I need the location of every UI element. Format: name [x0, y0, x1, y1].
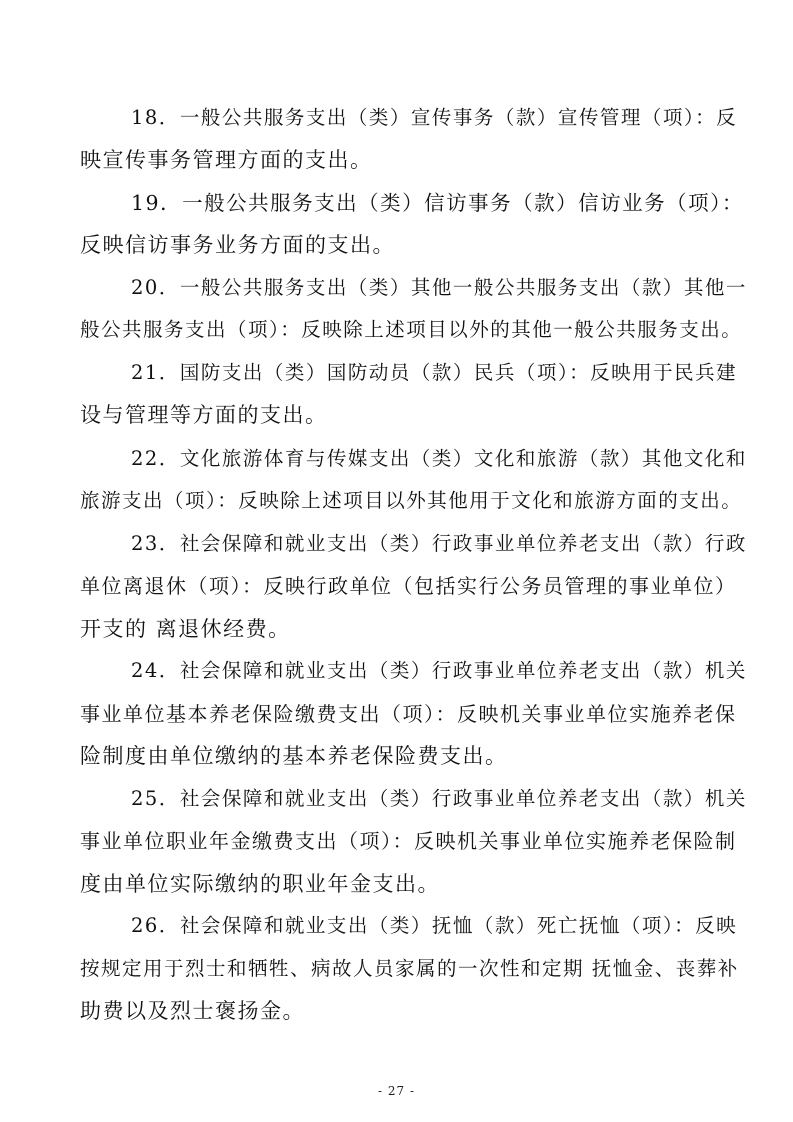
paragraph-26-line-3: 助费以及烈士褒扬金。	[80, 999, 305, 1023]
paragraph-19-line-1: 19．一般公共服务支出（类）信访事务（款）信访业务（项）：	[131, 191, 744, 215]
paragraph-19-line-2: 反映信访事务业务方面的支出。	[80, 233, 395, 257]
paragraph-21-line-1: 21．国防支出（类）国防动员（款）民兵（项）：反映用于民兵建	[131, 361, 738, 384]
paragraph-22-line-1: 22．文化旅游体育与传媒支出（类）文化和旅游（款）其他文化和	[131, 447, 747, 470]
paragraph-20-line-1: 20．一般公共服务支出（类）其他一般公共服务支出（款）其他一	[131, 276, 747, 299]
paragraph-20-line-2: 般公共服务支出（项）：反映除上述项目以外的其他一般公共服务支出。	[80, 318, 743, 341]
paragraph-18-line-2: 映宣传事务管理方面的支出。	[80, 148, 373, 172]
paragraph-26-line-2: 按规定用于烈士和牺牲、病故人员家属的一次性和定期 抚恤金、丧葬补	[80, 957, 739, 980]
paragraph-23-line-1: 23．社会保障和就业支出（类）行政事业单位养老支出（款）行政	[131, 532, 747, 555]
paragraph-22-line-2: 旅游支出（项）：反映除上述项目以外其他用于文化和旅游方面的支出。	[80, 489, 743, 512]
paragraph-25-line-1: 25．社会保障和就业支出（类）行政事业单位养老支出（款）机关	[131, 787, 747, 810]
paragraph-24-line-3: 险制度由单位缴纳的基本养老保险费支出。	[80, 744, 508, 768]
paragraph-23-line-2: 单位离退休（项）：反映行政单位（包括实行公务员管理的事业单位）	[80, 574, 737, 598]
paragraph-26-line-1: 26．社会保障和就业支出（类）抚恤（款）死亡抚恤（项）：反映	[131, 914, 738, 937]
paragraph-25-line-3: 度由单位实际缴纳的职业年金支出。	[80, 872, 440, 896]
paragraph-24-line-1: 24．社会保障和就业支出（类）行政事业单位养老支出（款）机关	[131, 659, 747, 682]
page-number: - 27 -	[377, 1084, 415, 1098]
paragraph-18-line-1: 18．一般公共服务支出（类）宣传事务（款）宣传管理（项）：反	[131, 106, 738, 129]
paragraph-24-line-2: 事业单位基本养老保险缴费支出（项）：反映机关事业单位实施养老保	[80, 702, 737, 726]
paragraph-21-line-2: 设与管理等方面的支出。	[80, 403, 328, 427]
paragraph-25-line-2: 事业单位职业年金缴费支出（项）：反映机关事业单位实施养老保险制	[80, 829, 737, 853]
paragraph-23-line-3: 开支的 离退休经费。	[80, 617, 291, 641]
